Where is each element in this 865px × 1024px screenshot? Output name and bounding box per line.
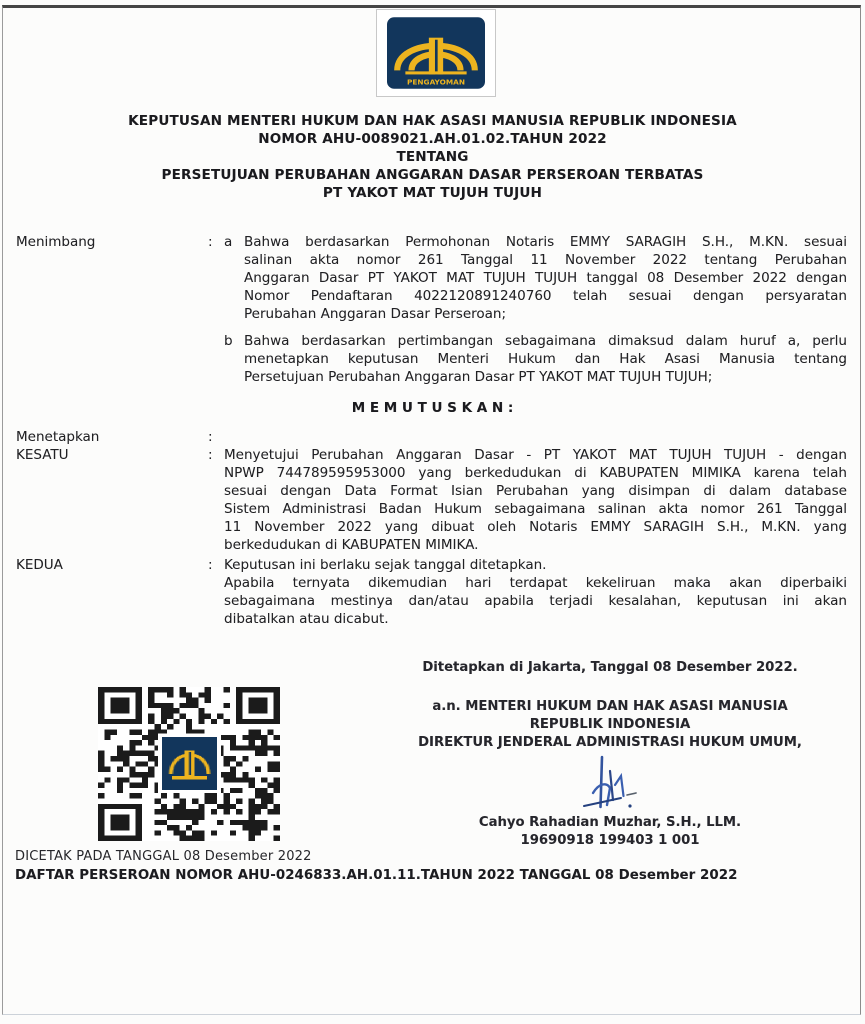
- kedua-label: KEDUA: [16, 557, 63, 573]
- signer-nip: 19690918 199403 1 001: [520, 833, 700, 848]
- section-menetapkan: [16, 428, 847, 446]
- decree-tentang: TENTANG: [396, 149, 469, 165]
- menetapkan-colon: :: [208, 429, 213, 445]
- decree-title-line1: KEPUTUSAN MENTERI HUKUM DAN HAK ASASI MANUSIA REPUBLIK INDONESIA: [128, 113, 737, 129]
- printed-date-line: DICETAK PADA TANGGAL 08 Desember 2022: [15, 849, 312, 864]
- memutuskan-heading: M E M U T U S K A N :: [351, 400, 514, 416]
- kedua-colon: :: [208, 557, 213, 573]
- handwritten-signature-icon: [564, 755, 656, 813]
- kesatu-label: KESATU: [16, 447, 69, 463]
- menimbang-label: Menimbang: [16, 234, 96, 250]
- on-behalf-line3: DIREKTUR JENDERAL ADMINISTRASI HUKUM UMUM,: [418, 735, 802, 750]
- menetapkan-label: Menetapkan: [16, 429, 100, 445]
- qr-code-icon: [98, 687, 280, 841]
- section-menimbang: [16, 233, 847, 386]
- company-register-line: DAFTAR PERSEROAN NOMOR AHU-0246833.AH.01.11.TAHUN 2022 TANGGAL 08 Desember 2022: [15, 868, 738, 883]
- on-behalf-block: [385, 698, 835, 752]
- on-behalf-line2: REPUBLIK INDONESIA: [529, 717, 691, 732]
- verification-qr-code: [98, 687, 280, 841]
- company-name: PT YAKOT MAT TUJUH TUJUH: [322, 185, 543, 201]
- kedua-line1: Keputusan ini berlaku sejak tanggal ditetapkan.: [224, 557, 547, 573]
- menimbang-content: [224, 233, 847, 386]
- logo-caption: PENGAYOMAN: [407, 77, 465, 87]
- kedua-text: [224, 556, 847, 628]
- item-a-text: Bahwa berdasarkan Permohonan Notaris EMMY SARAGIH S.H., M.KN. sesuai salinan akta nomor 261 Tanggal 11 November 2022 tentang Perubahan Anggaran Dasar PT YAKOT MAT TUJUH TUJUH tanggal 08 Desember 2022 dengan Nomor Pendaftaran 4022120891240760 telah sesuai dengan persyaratan Perubahan Anggaran Dasar Perseroan;: [244, 234, 847, 322]
- section-kedua: [16, 556, 847, 628]
- menimbang-colon: :: [208, 234, 213, 250]
- item-b-text: Bahwa berdasarkan pertimbangan sebagaimana dimaksud dalam huruf a, perlu menetapkan keputusan Menteri Hukum dan Hak Asasi Manusia tentang Persetujuan Perubahan Anggaran Dasar PT YAKOT MAT TUJUH TUJUH;: [244, 333, 847, 385]
- closing-block: [385, 659, 835, 850]
- kemenkumham-pengayoman-logo-icon: [387, 17, 485, 89]
- kesatu-text: Menyetujui Perubahan Anggaran Dasar - PT YAKOT MAT TUJUH TUJUH - dengan NPWP 744789595953000 yang berkedudukan di KABUPATEN MIMIKA karena telah sesuai dengan Data Format Isian Perubahan yang disimpan di dalam database Sistem Administrasi Badan Hukum sebagaimana salinan akta nomor 261 Tanggal 11 November 2022 yang dibuat oleh Notaris EMMY SARAGIH S.H., M.KN. yang berkedudukan di KABUPATEN MIMIKA.: [224, 447, 847, 553]
- ministry-logo-box: [376, 9, 496, 97]
- menimbang-item-b: [224, 332, 847, 386]
- decree-number: NOMOR AHU-0089021.AH.01.02.TAHUN 2022: [258, 131, 607, 147]
- place-date-line: Ditetapkan di Jakarta, Tanggal 08 Desember 2022.: [422, 660, 798, 675]
- signer-name: Cahyo Rahadian Muzhar, S.H., LLM.: [478, 815, 742, 830]
- on-behalf-line1: a.n. MENTERI HUKUM DAN HAK ASASI MANUSIA: [432, 699, 788, 714]
- menimbang-item-a: [224, 233, 847, 323]
- section-kesatu: [16, 446, 847, 554]
- kesatu-colon: :: [208, 447, 213, 463]
- decree-title-block: [0, 112, 865, 202]
- kedua-paragraph: Apabila ternyata dikemudian hari terdapat kekeliruan maka akan diperbaiki sebagaimana mestinya dan/atau apabila terjadi kesalahan, keputusan ini akan dibatalkan atau dicabut.: [224, 575, 847, 627]
- decree-subject: PERSETUJUAN PERUBAHAN ANGGARAN DASAR PERSEROAN TERBATAS: [161, 167, 704, 183]
- item-a-marker: a: [224, 234, 233, 250]
- item-b-marker: b: [224, 333, 233, 349]
